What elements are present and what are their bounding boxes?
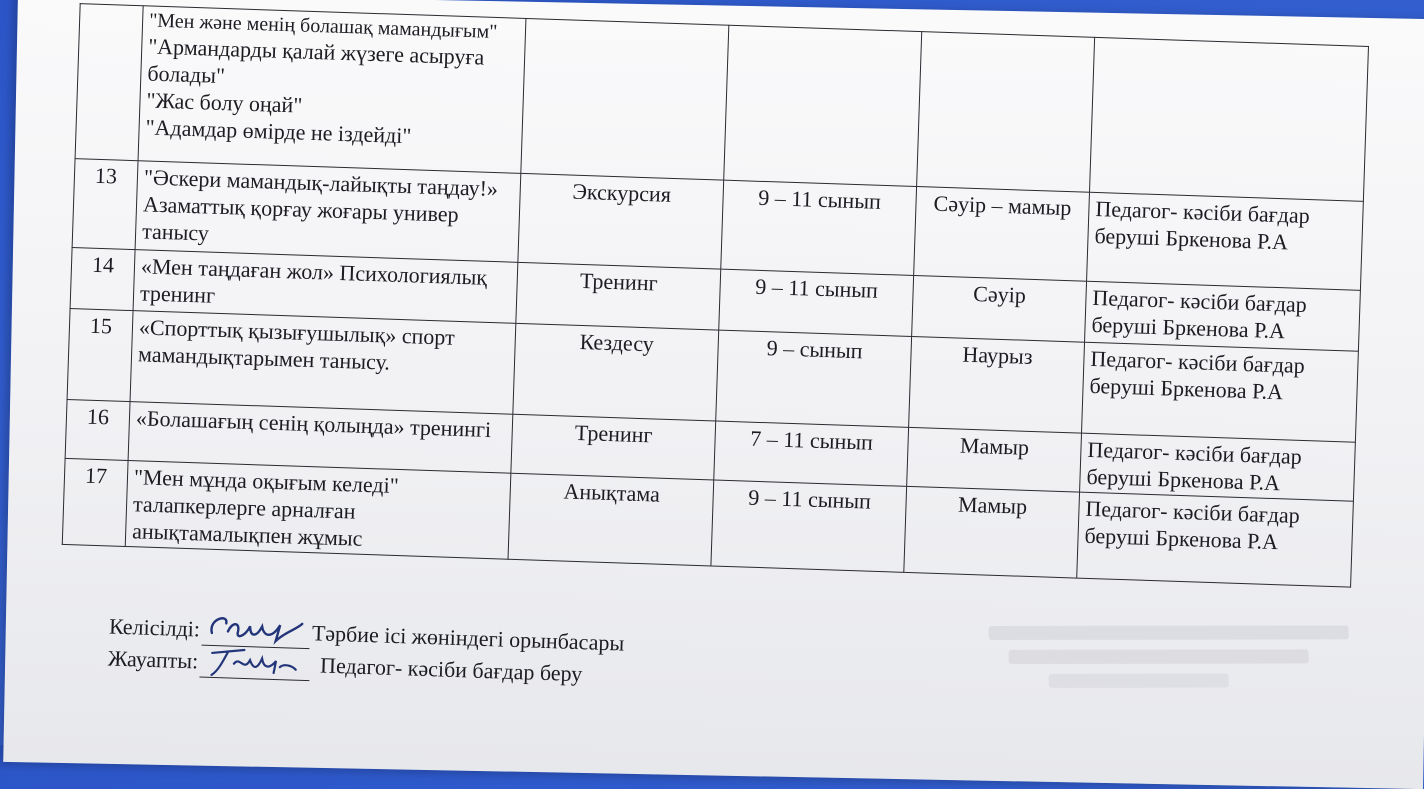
cell-title: "Мен мұнда оқығым келеді" талапкерлерге арналған анықтамалықпен жұмыс [125, 461, 511, 560]
cell-title: «Спорттық қызығушылық» спорт мамандықтарымен танысу. [130, 311, 516, 415]
responsible-role: Педагог- кәсіби бағдар беру [319, 652, 583, 687]
cell-title [138, 6, 526, 174]
cell-number: 15 [67, 309, 133, 402]
cell-grade: 9 – 11 сынып [711, 480, 907, 572]
agreed-role: Тәрбие ісі жөніндегі орынбасары [311, 620, 625, 656]
cell-title: "Әскери мамандық-лайықты таңдау!» Азаматтық қорғау жоғары универ танысу [135, 161, 521, 263]
responsible-label: Жауапты: [107, 645, 199, 674]
cell-responsible [1089, 37, 1368, 201]
title-line-2: "Армандарды қалай жүзеге асыруға болады" [147, 33, 485, 89]
title-line-1: "Мен және менің болашақ мамандығым" [148, 9, 498, 44]
cell-time: Мамыр [907, 427, 1082, 492]
cell-form [521, 18, 729, 180]
agreed-label: Келісілді: [108, 613, 201, 642]
cell-title: «Болашағың сенің қолыңда» тренингі [128, 402, 513, 474]
events-table [62, 3, 1369, 587]
cell-responsible: Педагог- кәсіби бағдар беруші Бркенова Р.А [1082, 342, 1359, 442]
cell-number: 17 [62, 458, 128, 546]
cell-grade [724, 25, 922, 186]
cell-grade: 9 – 11 сынып [721, 180, 917, 275]
title-line-3: "Жас болу оңай" [146, 87, 303, 118]
title-line-4: "Адамдар өмірде не іздейді" [145, 114, 412, 149]
cell-time: Наурыз [909, 336, 1085, 433]
signature-block [107, 611, 624, 692]
document-page [3, 0, 1424, 789]
cell-title: «Мен таңдаған жол» Психологиялық тренинг [133, 250, 518, 324]
cell-number: 14 [70, 248, 135, 311]
responsible-signature [200, 649, 311, 682]
cell-grade: 9 – 11 сынып [719, 269, 914, 336]
signature-icon [204, 641, 305, 684]
cell-time: Сәуір – мамыр [914, 187, 1090, 282]
cell-time: Мамыр [904, 486, 1080, 578]
cell-number: 16 [65, 399, 130, 460]
cell-form: Тренинг [511, 414, 716, 480]
cell-number [75, 4, 143, 161]
cell-time [917, 32, 1095, 193]
cell-responsible: Педагог- кәсіби бағдар беруші Бркенова Р.А [1080, 433, 1356, 501]
bleed-through-shadow [989, 619, 1349, 694]
cell-form: Анықтама [508, 473, 714, 566]
cell-grade: 9 – сынып [716, 330, 912, 427]
cell-grade: 7 – 11 сынып [714, 421, 909, 486]
cell-form: Тренинг [516, 262, 721, 330]
cell-responsible: Педагог- кәсіби бағдар беруші Бркенова Р.А [1085, 281, 1361, 351]
cell-responsible: Педагог- кәсіби бағдар беруші Бркенова Р.А [1087, 192, 1364, 290]
cell-form: Кездесу [513, 323, 719, 421]
cell-number: 13 [72, 159, 138, 250]
cell-responsible: Педагог- кәсіби бағдар беруші Бркенова Р.А [1077, 492, 1354, 587]
cell-time: Сәуір [912, 275, 1087, 342]
document-sheet [56, 0, 1424, 772]
cell-form: Экскурсия [518, 173, 724, 269]
